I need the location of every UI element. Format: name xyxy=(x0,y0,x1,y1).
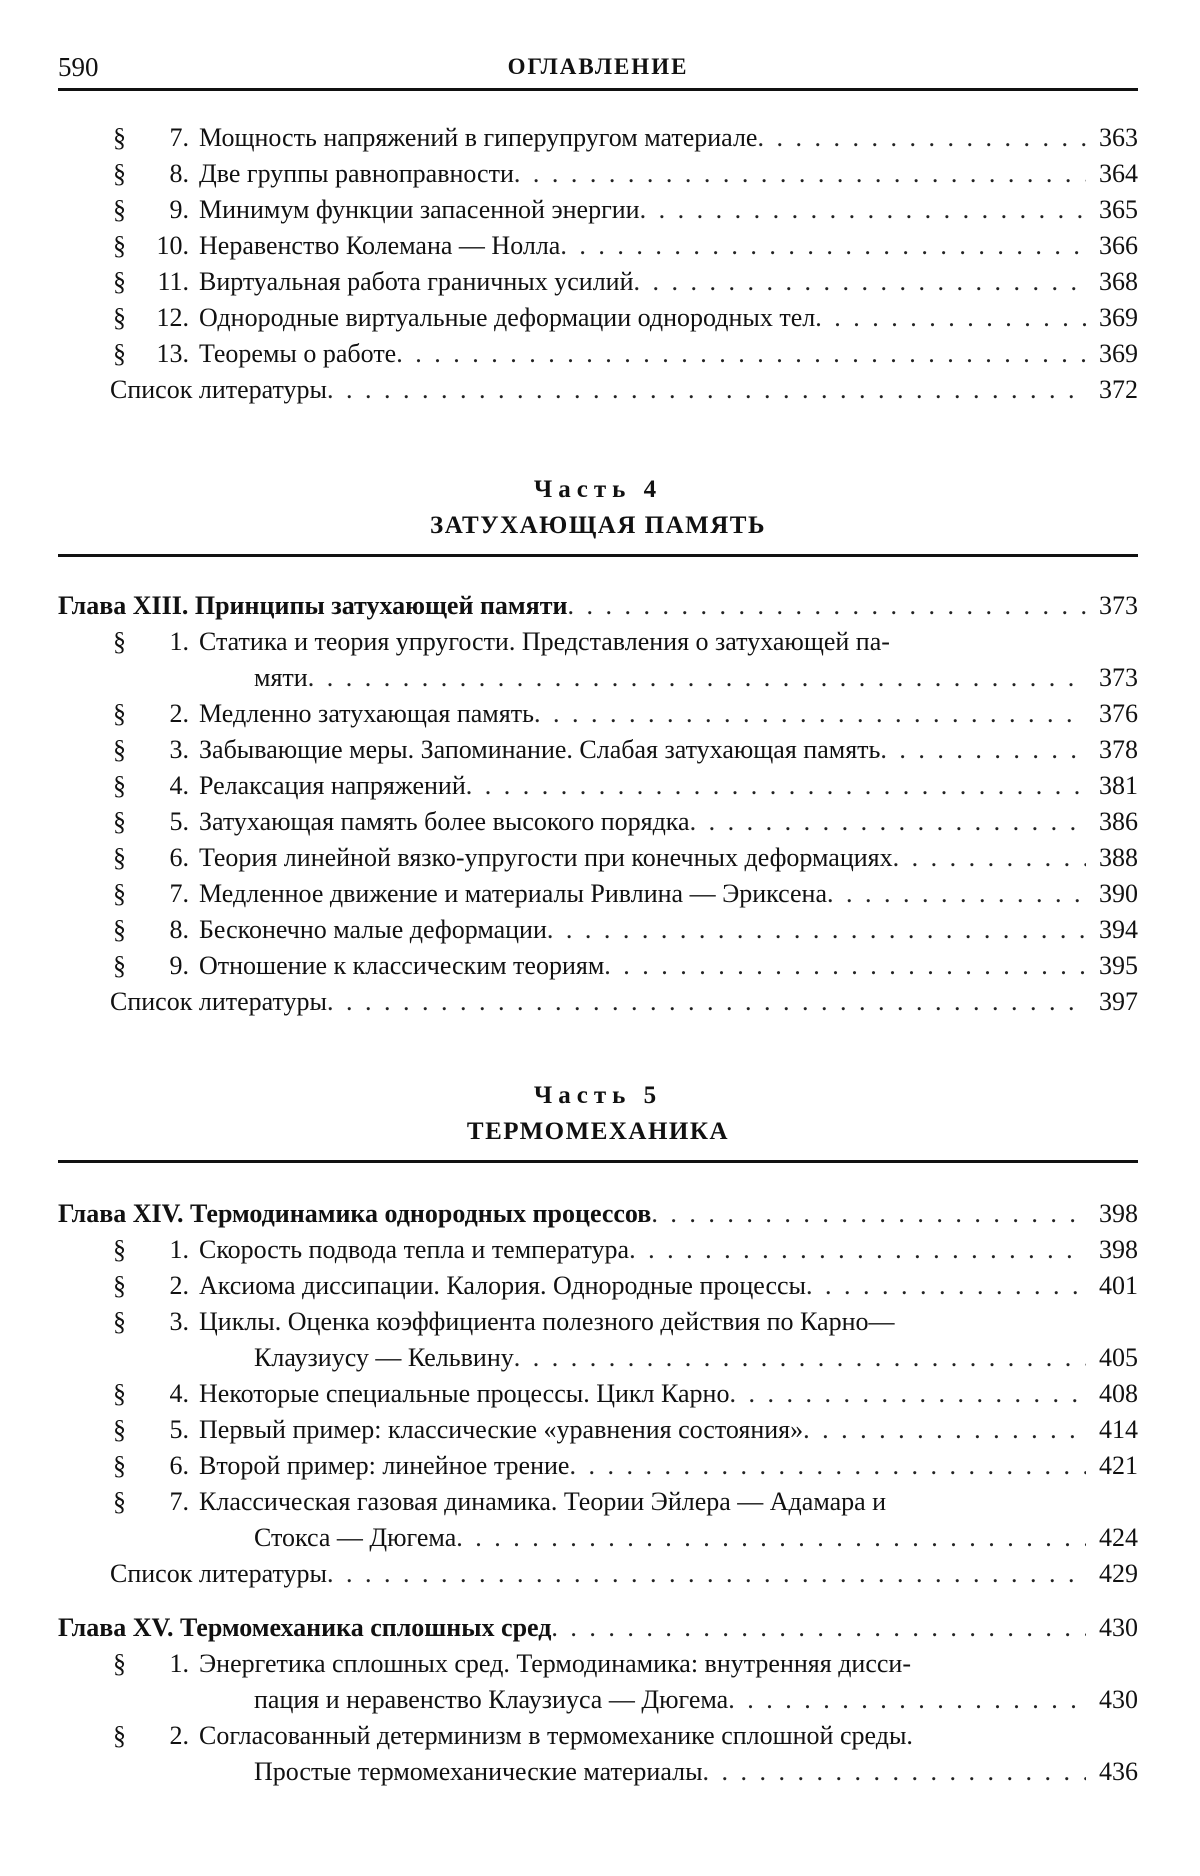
toc-section: § 1. Энергетика сплошных сред. Термодинамика: внутренняя дисси- пация и неравенство Клаузиуса — Дюгема . . . 430 xyxy=(58,1646,1138,1718)
toc-section-title: Мощность напряжений в гиперупругом материале xyxy=(199,123,758,152)
toc-page-ref: 372 xyxy=(1099,375,1138,404)
toc-page-ref: 369 xyxy=(1099,303,1138,332)
toc-section: § 13. Теоремы о работе . . . 369 xyxy=(58,336,1138,372)
toc-section: § 7. Классическая газовая динамика. Теории Эйлера — Адамара и Стокса — Дюгема . . . 424 xyxy=(58,1484,1138,1556)
toc-page-ref: 414 xyxy=(1099,1415,1138,1444)
toc-block-part5 xyxy=(58,1196,1138,1790)
toc-bibliography: Список литературы . . . 429 xyxy=(58,1556,1138,1592)
toc-section: § 2. Медленно затухающая память . . . 376 xyxy=(58,696,1138,732)
toc-page-ref: 386 xyxy=(1099,807,1138,836)
toc-section: § 6. Второй пример: линейное трение . . . 421 xyxy=(58,1448,1138,1484)
toc-section: § 10. Неравенство Колемана — Нолла . . . 366 xyxy=(58,228,1138,264)
part-title: ЗАТУХАЮЩАЯ ПАМЯТЬ xyxy=(430,512,766,539)
toc-page-ref: 430 xyxy=(1099,1685,1138,1714)
toc-page-ref: 373 xyxy=(1099,591,1138,620)
toc-section: § 6. Теория линейной вязко-упругости при конечных деформациях . . . 388 xyxy=(58,840,1138,876)
toc-page-ref: 397 xyxy=(1099,987,1138,1016)
toc-section: § 9. Минимум функции запасенной энергии . . . 365 xyxy=(58,192,1138,228)
toc-section: § 9. Отношение к классическим теориям . . . 395 xyxy=(58,948,1138,984)
toc-section-title: Две группы равноправности xyxy=(199,159,514,188)
toc-page-ref: 363 xyxy=(1099,123,1138,152)
toc-block-part4 xyxy=(58,588,1138,1020)
toc-section: § 7. Медленное движение и материалы Ривлина — Эриксена . . . 390 xyxy=(58,876,1138,912)
toc-section: § 4. Релаксация напряжений . . . 381 xyxy=(58,768,1138,804)
running-title: ОГЛАВЛЕНИЕ xyxy=(507,54,689,79)
toc-section: § 1. Скорость подвода тепла и температура . . . 398 xyxy=(58,1232,1138,1268)
toc-chapter: Глава XIV. Термодинамика однородных процессов . . . 398 xyxy=(58,1196,1138,1232)
divider xyxy=(58,1160,1138,1163)
toc-page-ref: 378 xyxy=(1099,735,1138,764)
toc-page-ref: 366 xyxy=(1099,231,1138,260)
toc-page-ref: 398 xyxy=(1099,1235,1138,1264)
toc-section-title: Теоремы о работе xyxy=(199,339,397,368)
toc-page-ref: 373 xyxy=(1099,663,1138,692)
toc-page-ref: 421 xyxy=(1099,1451,1138,1480)
part-heading xyxy=(58,1082,1138,1163)
toc-page-ref: 424 xyxy=(1099,1523,1138,1552)
toc-section-title: Виртуальная работа граничных усилий xyxy=(199,267,634,296)
toc-page-ref: 405 xyxy=(1099,1343,1138,1372)
toc-section: § 1. Статика и теория упругости. Представления о затухающей па- мяти . . . 373 xyxy=(58,624,1138,696)
toc-page-ref: 401 xyxy=(1099,1271,1138,1300)
toc-section: § 2. Согласованный детерминизм в термомеханике сплошной среды. Простые термомеханические материалы . . . 436 xyxy=(58,1718,1138,1790)
toc-section: § 3. Забывающие меры. Запоминание. Слабая затухающая память . . . 378 xyxy=(58,732,1138,768)
toc-section-title: Неравенство Колемана — Нолла xyxy=(199,231,561,260)
part-title: ТЕРМОМЕХАНИКА xyxy=(466,1118,730,1145)
toc-page-ref: 368 xyxy=(1099,267,1138,296)
toc-section: § 8. Две группы равноправности . . . 364 xyxy=(58,156,1138,192)
toc-section: § 5. Первый пример: классические «уравнения состояния» . . . 414 xyxy=(58,1412,1138,1448)
toc-chapter: Глава XIII. Принципы затухающей памяти . . . 373 xyxy=(58,588,1138,624)
toc-section: § 12. Однородные виртуальные деформации однородных тел . . . 369 xyxy=(58,300,1138,336)
toc-page-ref: 369 xyxy=(1099,339,1138,368)
part-heading xyxy=(58,476,1138,557)
part-label: Часть 4 xyxy=(533,476,663,503)
toc-page-ref: 364 xyxy=(1099,159,1138,188)
toc-section: § 2. Аксиома диссипации. Калория. Однородные процессы . . . 401 xyxy=(58,1268,1138,1304)
toc-section: § 5. Затухающая память более высокого порядка . . . 386 xyxy=(58,804,1138,840)
toc-page-ref: 381 xyxy=(1099,771,1138,800)
page-number: 590 xyxy=(58,52,99,82)
toc-section: § 8. Бесконечно малые деформации . . . 394 xyxy=(58,912,1138,948)
part-label: Часть 5 xyxy=(533,1082,663,1109)
toc-section-title: Минимум функции запасенной энергии xyxy=(199,195,640,224)
toc-page-ref: 365 xyxy=(1099,195,1138,224)
toc-page-ref: 408 xyxy=(1099,1379,1138,1408)
divider xyxy=(58,554,1138,557)
toc-bibliography: Список литературы . . . 397 xyxy=(58,984,1138,1020)
toc-section: § 4. Некоторые специальные процессы. Цикл Карно . . . 408 xyxy=(58,1376,1138,1412)
toc-page-ref: 395 xyxy=(1099,951,1138,980)
toc-page-ref: 376 xyxy=(1099,699,1138,728)
toc-page-ref: 429 xyxy=(1099,1559,1138,1588)
toc-page-ref: 394 xyxy=(1099,915,1138,944)
spacer xyxy=(58,1592,1138,1610)
toc-bibliography: Список литературы . . . 372 xyxy=(58,372,1138,408)
toc-page-ref: 390 xyxy=(1099,879,1138,908)
toc-section: § 11. Виртуальная работа граничных усилий . . . 368 xyxy=(58,264,1138,300)
toc-block-part3-end xyxy=(58,120,1138,408)
toc-section: § 7. Мощность напряжений в гиперупругом материале . . . 363 xyxy=(58,120,1138,156)
toc-section-title: Однородные виртуальные деформации однородных тел xyxy=(199,303,816,332)
toc-chapter: Глава XV. Термомеханика сплошных сред . . . 430 xyxy=(58,1610,1138,1646)
toc-page-ref: 436 xyxy=(1099,1757,1138,1786)
toc-section: § 3. Циклы. Оценка коэффициента полезного действия по Карно— Клаузиусу — Кельвину . . . 405 xyxy=(58,1304,1138,1376)
toc-page-ref: 388 xyxy=(1099,843,1138,872)
toc-page-ref: 398 xyxy=(1099,1199,1138,1228)
running-head xyxy=(58,48,1138,91)
toc-page-ref: 430 xyxy=(1099,1613,1138,1642)
